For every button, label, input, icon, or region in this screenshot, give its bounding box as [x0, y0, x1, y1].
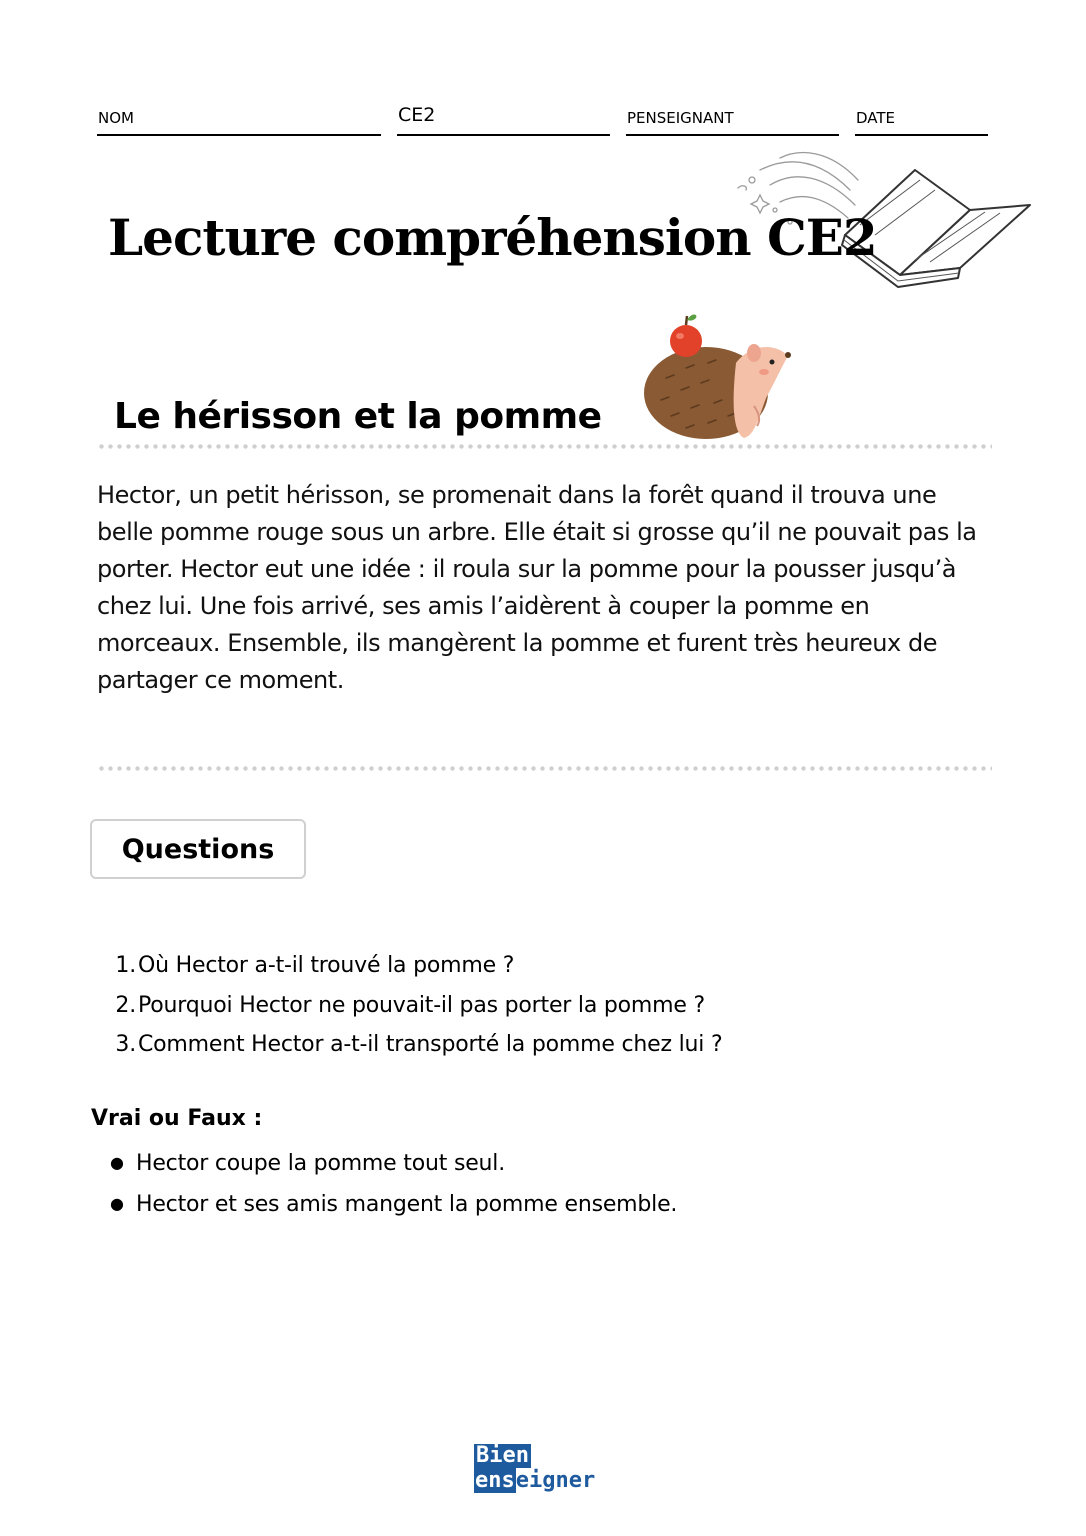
- bien-enseigner-logo: Bien enseigner: [475, 1443, 596, 1493]
- questions-heading: Questions: [90, 819, 306, 879]
- true-false-list: [110, 1143, 677, 1224]
- divider-bottom: [97, 766, 992, 771]
- divider-top: [97, 444, 992, 449]
- date-field[interactable]: [855, 100, 988, 136]
- class-field[interactable]: [397, 100, 610, 136]
- story-title: Le hérisson et la pomme: [114, 396, 602, 437]
- apple-icon: [670, 315, 702, 358]
- true-false-item: ● Hector et ses amis mangent la pomme ensemble.: [110, 1191, 678, 1217]
- question-item: 1.Où Hector a-t-il trouvé la pomme ?: [115, 953, 515, 978]
- question-item: 2.Pourquoi Hector ne pouvait-il pas porter la pomme ?: [115, 992, 705, 1018]
- teacher-field[interactable]: [626, 100, 839, 136]
- true-false-heading: Vrai ou Faux :: [91, 1106, 263, 1131]
- name-field[interactable]: [97, 100, 381, 136]
- question-item: 3.Comment Hector a-t-il transporté la pomme chez lui ?: [115, 1032, 723, 1057]
- class-label: CE2: [398, 104, 436, 126]
- teacher-label: PENSEIGNANT: [627, 109, 734, 127]
- page-title: Lecture compréhension CE2: [108, 208, 877, 267]
- story-text: Hector, un petit hérisson, se promenait dans la forêt quand il trouva une belle pomme rouge sous un arbre. Elle était si grosse qu’il ne pouvait pas la porter. Hector eut une idée : il roula sur la pomme pour la pousser jusqu’à chez lui. Une fois arrivé, ses amis l’aidèrent à couper la pomme en morceaux. Ensemble, ils mangèrent la pomme et furent très heureux de partager ce moment.: [97, 481, 977, 694]
- name-label: NOM: [98, 109, 134, 127]
- date-label: DATE: [856, 109, 896, 127]
- hedgehog-icon: [636, 308, 796, 443]
- question-list: [112, 946, 722, 1065]
- true-false-item: ● Hector coupe la pomme tout seul.: [110, 1151, 505, 1176]
